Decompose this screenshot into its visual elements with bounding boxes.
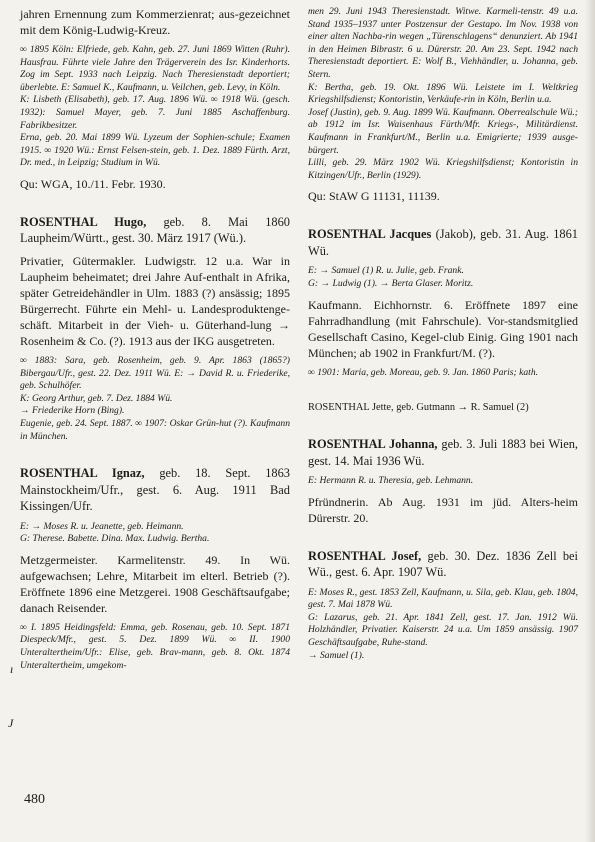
paragraph: Metzgermeister. Karmelitenstr. 49. In Wü. aufgewachsen; Lehre, Mitarbeit im elterl. Betrieb (?). Eröffnete 1896 eine Metzgerei. 1908 Geschäftsaufgabe; danach Reisender. — [20, 552, 290, 615]
siblings-note: G: Lazarus, geb. 21. Apr. 1841 Zell, gest. 17. Jan. 1912 Wü. Holzhändler, Privatier. Kaiserstr. 24 u.a. Um 1859 ansässig. 1907 Geschäftsaufgabe, Ruhe-stand. — [308, 611, 578, 649]
cross-reference: ROSENTHAL Jette, geb. Gutmann → R. Samuel (2) — [308, 402, 529, 414]
parents-note: E: → Samuel (1) R. u. Julie, geb. Frank. — [308, 265, 464, 277]
entry-dates: geb. 3. Juli 1883 bei Wien, gest. 14. Mai 1936 Wü. — [308, 437, 578, 468]
paragraph: jahren Ernennung zum Kommerzienrat; aus-gezeichnet mit dem König-Ludwig-Kreuz. — [20, 7, 290, 37]
parents-note: E: Hermann R. u. Theresia, geb. Lehmann. — [308, 475, 474, 487]
entry-heading — [308, 436, 578, 469]
entry-dates: geb. 8. Mai 1860 Laupheim/Württ., gest. 30. März 1917 (Wü.). — [20, 214, 290, 246]
marriage-note: ∞ I. 1895 Heidingsfeld: Emma, geb. Rosenau, geb. 10. Sept. 1871 Diespeck/Mfr., gest. 5. Dez. 1899 Wü. ∞ II. 1900 Unteraltertheim/Ufr.: Elise, geb. Brav-mann, geb. 8. Okt. 1874 Unteraltertheim, umgekom- — [20, 621, 290, 671]
right-column — [308, 6, 578, 662]
marriage-note: men 29. Juni 1943 Theresienstadt. Witwe. Karmeli-tenstr. 49 u.a. Stand 1935–1937 unter Postzensur der Gestapo. Im Nov. 1938 von einer alten Nachba-rin wegen „Türenschlagens“ denunziert. Ab 1941 in den Heimen Bibrastr. 6 u. Dürerstr. 20. Am 23. Sept. 1942 nach Theresienstadt deportiert. E: Wolf B., Viehhändler, u. Johanna, geb. Stern. — [308, 6, 578, 80]
entry-name: ROSENTHAL Jacques — [308, 227, 432, 242]
entry-heading — [308, 226, 578, 259]
children-note: K: Georg Arthur, geb. 7. Dez. 1884 Wü. — [20, 392, 173, 404]
entry-heading — [20, 214, 290, 247]
page-number: 480 — [24, 792, 45, 807]
entry-name: ROSENTHAL Johanna, — [308, 437, 438, 452]
paragraph: Pfründnerin. Ab Aug. 1931 im jüd. Alters-heim Dürerstr. 20. — [308, 494, 578, 525]
paragraph: Privatier, Gütermakler. Ludwigstr. 12 u.a. War in Laupheim beheimatet; drei Jahre Auf-enthalt in Afrika, später Getreidehändler in Ulm. 1883 (?) ansässig; 1895 Bürgerrecht. Führte ein Mehl- u. Landesproduktenge-schäft. Mitarbeit in der Vieh- u. Güterhand-lung → Rosenheim & Co. (?). 1913 aus der IKG ausgetreten. — [20, 253, 290, 348]
parents-note: E: → Moses R. u. Jeanette, geb. Heimann. — [20, 520, 184, 532]
pencil-mark: J — [8, 716, 14, 730]
entry-heading — [20, 465, 290, 515]
parents-note: E: Moses R., gest. 1853 Zell, Kaufmann, u. Sila, geb. Klau, geb. 1804, gest. 7. Mai 1878 Wü. — [308, 586, 578, 611]
children-note: Erna, geb. 20. Mai 1899 Wü. Lyzeum der Sophien-schule; Examen 1915. ∞ 1920 Wü.: Ernst Felsen-stein, geb. 1. Dez. 1889 Fürth. Arzt, Dr. med., in Leipzig; Studium in Wü. — [20, 132, 290, 169]
left-column — [20, 6, 290, 672]
entry-dates: (Jakob), geb. 31. Aug. 1861 Wü. — [308, 227, 578, 258]
children-note: K: Bertha, geb. 19. Okt. 1896 Wü. Leistete im I. Weltkrieg Kriegshilfsdienst; Kontoristin, Verkäufe-rin in Köln, Berlin u.a. — [308, 81, 578, 106]
entry-heading — [308, 548, 578, 581]
children-note: Lilli, geb. 29. März 1902 Wü. Kriegshilfsdienst; Kontoristin in Kitzingen/Ufr., Berlin (1929). — [308, 157, 578, 181]
marriage-note: ∞ 1895 Köln: Elfriede, geb. Kahn, geb. 27. Juni 1869 Witten (Ruhr). Hausfrau. Führte viele Jahre den Trägerverein des Isr. Kinderhorts. Zog im Sept. 1933 nach Leipzig. Nach Theresienstadt deportiert; überlebte. E: Samuel K., Kaufmann, u. Veilchen, geb. Levy, in Köln. — [20, 44, 290, 93]
source-note: Qu: StAW G 11131, 11139. — [308, 189, 440, 204]
marriage-note: ∞ 1883: Sara, geb. Rosenheim, geb. 9. Apr. 1863 (1865?) Bibergau/Ufr., gest. 22. Dez. 1911 Wü. E: → David R. u. Friederike, geb. Schulhöfer. — [20, 354, 290, 392]
marriage-note: ∞ 1901: Maria, geb. Moreau, geb. 9. Jan. 1860 Paris; kath. — [308, 366, 539, 378]
children-note: K: Lisbeth (Elisabeth), geb. 17. Aug. 1896 Wü. ∞ 1918 Wü. (gesch. 1932): Samuel Mayer, geb. 7. Juni 1885 Aschaffenburg. Fabrikbesitzer. — [20, 94, 290, 131]
entry-dates: geb. 30. Dez. 1836 Zell bei Wü., gest. 6. Apr. 1907 Wü. — [308, 548, 578, 580]
children-note: → Friederike Horn (Bing). — [20, 405, 125, 417]
page-edge-shadow — [585, 0, 595, 842]
children-note: Eugenie, geb. 24. Sept. 1887. ∞ 1907: Oskar Grün-hut (?). Kaufmann in München. — [20, 417, 290, 442]
siblings-note: G: Therese. Babette. Dina. Max. Ludwig. Bertha. — [20, 533, 210, 545]
paragraph: Kaufmann. Eichhornstr. 6. Eröffnete 1897 eine Fahrradhandlung (mit Fahrschule). Vor-standsmitglied Gesellschaft Casino, Kegel-club Einig. Ging 1901 nach München; ab 1902 in Frankfurt/M. (?). — [308, 297, 578, 360]
siblings-note: G: → Ludwig (1). → Berta Glaser. Moritz. — [308, 277, 474, 289]
entry-name: ROSENTHAL Ignaz, — [20, 466, 145, 481]
entry-name: ROSENTHAL Josef, — [308, 548, 422, 563]
children-note: Josef (Justin), geb. 9. Aug. 1899 Wü. Kaufmann. Oberrealschule Wü.; ab 1912 im Isr. Waisenhaus Fürth/Mfr. Kriegs-, Militärdienst. Kaufmann in Frankfurt/M., Berlin u.a. Emigrierte; 1939 ausge-bürgert. — [308, 106, 578, 156]
entry-dates: geb. 18. Sept. 1863 Mainstockheim/Ufr., gest. 6. Aug. 1911 Bad Kissingen/Ufr. — [20, 466, 291, 514]
cross-reference: → Samuel (1). — [308, 649, 365, 661]
entry-name: ROSENTHAL Hugo, — [20, 214, 147, 229]
source-note: Qu: WGA, 10./11. Febr. 1930. — [20, 176, 166, 191]
pencil-mark: ı — [10, 662, 14, 676]
